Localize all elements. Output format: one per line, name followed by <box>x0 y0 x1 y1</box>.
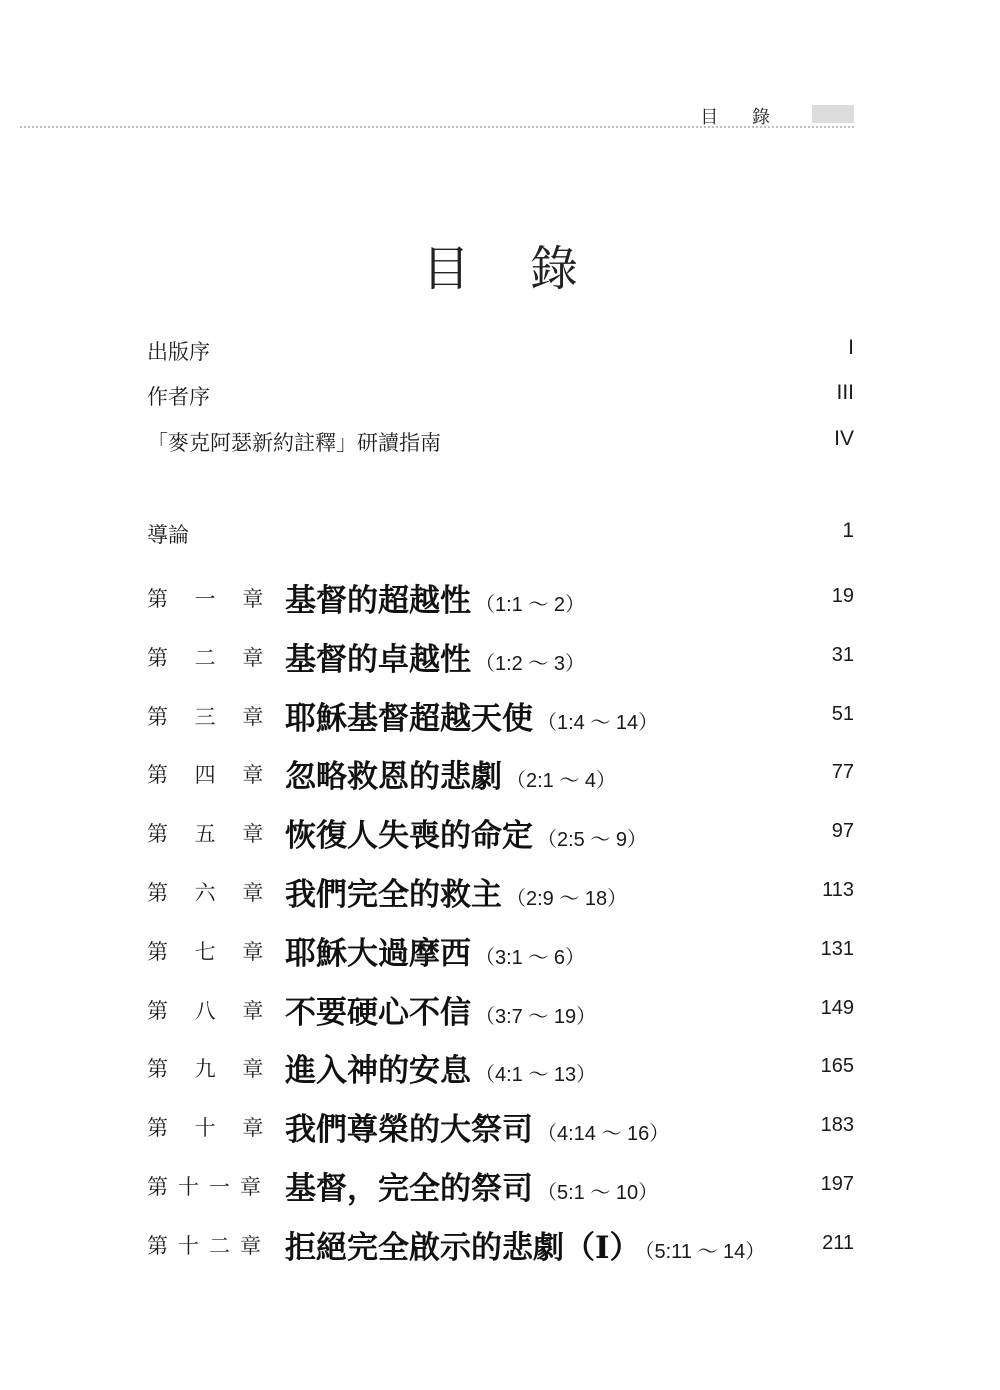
chapter-page: 51 <box>831 702 854 725</box>
chapter-title <box>285 987 596 1032</box>
toc-entry-page: I <box>848 336 854 359</box>
chapter-title <box>285 1222 765 1267</box>
chapter-title <box>285 928 585 973</box>
header-section-label: 目 錄 <box>700 107 784 128</box>
header-tab-marker <box>812 105 854 123</box>
chapter-title-text: 拒絕完全啟示的悲劇（Ⅰ） <box>285 1229 641 1266</box>
chapter-title-text: 恢復人失喪的命定 <box>285 818 533 855</box>
chapter-reference: （4:14 ～ 16） <box>537 1123 670 1146</box>
toc-entry-label: 出版序 <box>147 340 210 364</box>
chapter-title-text: 基督的卓越性 <box>285 641 471 678</box>
chapter-number: 第 二 章 <box>147 645 274 670</box>
chapter-page: 183 <box>820 1114 854 1137</box>
chapter-number: 第 三 章 <box>147 704 274 729</box>
chapter-reference: （3:7 ～ 19） <box>475 1005 597 1028</box>
chapter-number: 第 四 章 <box>147 763 274 788</box>
chapter-number: 第十一章 <box>147 1174 271 1199</box>
chapter-number: 第 十 章 <box>147 1116 274 1141</box>
toc-chapter-10[interactable] <box>147 1104 854 1163</box>
toc-entry-page: IV <box>834 427 854 450</box>
chapter-title-text: 進入神的安息 <box>285 1053 471 1090</box>
toc-chapter-11[interactable] <box>147 1163 854 1222</box>
toc-entry-study-guide[interactable] <box>147 427 854 459</box>
chapter-title-text: 耶穌基督超越天使 <box>285 700 533 737</box>
chapter-number: 第 七 章 <box>147 939 274 964</box>
chapter-title <box>285 1163 658 1208</box>
chapter-page: 19 <box>831 585 854 607</box>
toc-chapter-1[interactable] <box>147 575 854 634</box>
toc-chapter-3[interactable] <box>147 693 854 752</box>
toc-chapter-4[interactable] <box>147 751 854 810</box>
chapter-title <box>285 634 585 679</box>
chapter-number: 第 一 章 <box>147 587 274 611</box>
toc-entry-label: 作者序 <box>147 385 210 409</box>
toc-entry-page: 1 <box>842 519 854 542</box>
chapter-page: 149 <box>820 996 854 1019</box>
toc-chapter-6[interactable] <box>147 869 854 928</box>
chapter-list <box>147 575 854 1281</box>
toc-entry-page: III <box>836 381 854 404</box>
chapter-reference: （5:1 ～ 10） <box>537 1181 659 1204</box>
chapter-title-text: 我們完全的救主 <box>285 876 502 913</box>
chapter-number: 第 八 章 <box>147 998 274 1023</box>
chapter-page: 77 <box>831 761 854 784</box>
chapter-reference: （3:1 ～ 6） <box>475 946 586 969</box>
chapter-title <box>285 751 616 796</box>
chapter-title-text: 不要硬心不信 <box>285 994 471 1031</box>
toc-entry-label: 導論 <box>147 523 189 547</box>
chapter-title <box>285 869 627 914</box>
chapter-reference: （2:1 ～ 4） <box>506 770 617 793</box>
toc-entry-label: 「麥克阿瑟新約註釋」研讀指南 <box>147 431 441 455</box>
toc-entry-author-preface[interactable] <box>147 381 854 413</box>
chapter-title <box>285 810 647 855</box>
toc-chapter-7[interactable] <box>147 928 854 987</box>
chapter-title-text: 基督，完全的祭司 <box>285 1170 533 1207</box>
chapter-title-text: 基督的超越性 <box>285 583 471 619</box>
toc-chapter-12[interactable] <box>147 1222 854 1281</box>
chapter-page: 97 <box>831 820 854 843</box>
chapter-title <box>285 575 585 620</box>
chapter-page: 131 <box>820 937 854 960</box>
chapter-title <box>285 1045 596 1090</box>
chapter-reference: （1:4 ～ 14） <box>537 711 659 734</box>
chapter-reference: （2:9 ～ 18） <box>506 887 628 910</box>
chapter-reference: （4:1 ～ 13） <box>475 1064 597 1087</box>
toc-chapter-8[interactable] <box>147 987 854 1046</box>
chapter-title-text: 忽略救恩的悲劇 <box>285 759 502 796</box>
chapter-title-text: 耶穌大過摩西 <box>285 935 471 972</box>
chapter-page: 211 <box>822 1231 854 1254</box>
page-title: 目錄 <box>421 241 638 298</box>
chapter-page: 165 <box>820 1055 854 1078</box>
chapter-page: 197 <box>820 1172 854 1195</box>
toc-chapter-2[interactable] <box>147 634 854 693</box>
chapter-number: 第 九 章 <box>147 1057 274 1082</box>
chapter-page: 113 <box>822 878 854 901</box>
toc-entry-introduction[interactable] <box>147 519 854 551</box>
header-dotted-rule <box>20 126 854 128</box>
chapter-title <box>285 1104 669 1149</box>
toc-chapter-9[interactable] <box>147 1045 854 1104</box>
chapter-reference: （1:2 ～ 3） <box>475 652 586 675</box>
chapter-reference: （5:11 ～ 14） <box>644 1240 766 1263</box>
chapter-title-text: 我們尊榮的大祭司 <box>285 1112 533 1149</box>
toc-entry-publisher-preface[interactable] <box>147 336 854 368</box>
chapter-reference: （1:1 ～ 2） <box>475 594 586 616</box>
toc-chapter-5[interactable] <box>147 810 854 869</box>
chapter-reference: （2:5 ～ 9） <box>537 829 648 852</box>
chapter-page: 31 <box>831 643 854 666</box>
chapter-title <box>285 693 658 738</box>
chapter-number: 第 六 章 <box>147 880 274 905</box>
chapter-number: 第十二章 <box>147 1233 271 1258</box>
chapter-number: 第 五 章 <box>147 822 274 847</box>
